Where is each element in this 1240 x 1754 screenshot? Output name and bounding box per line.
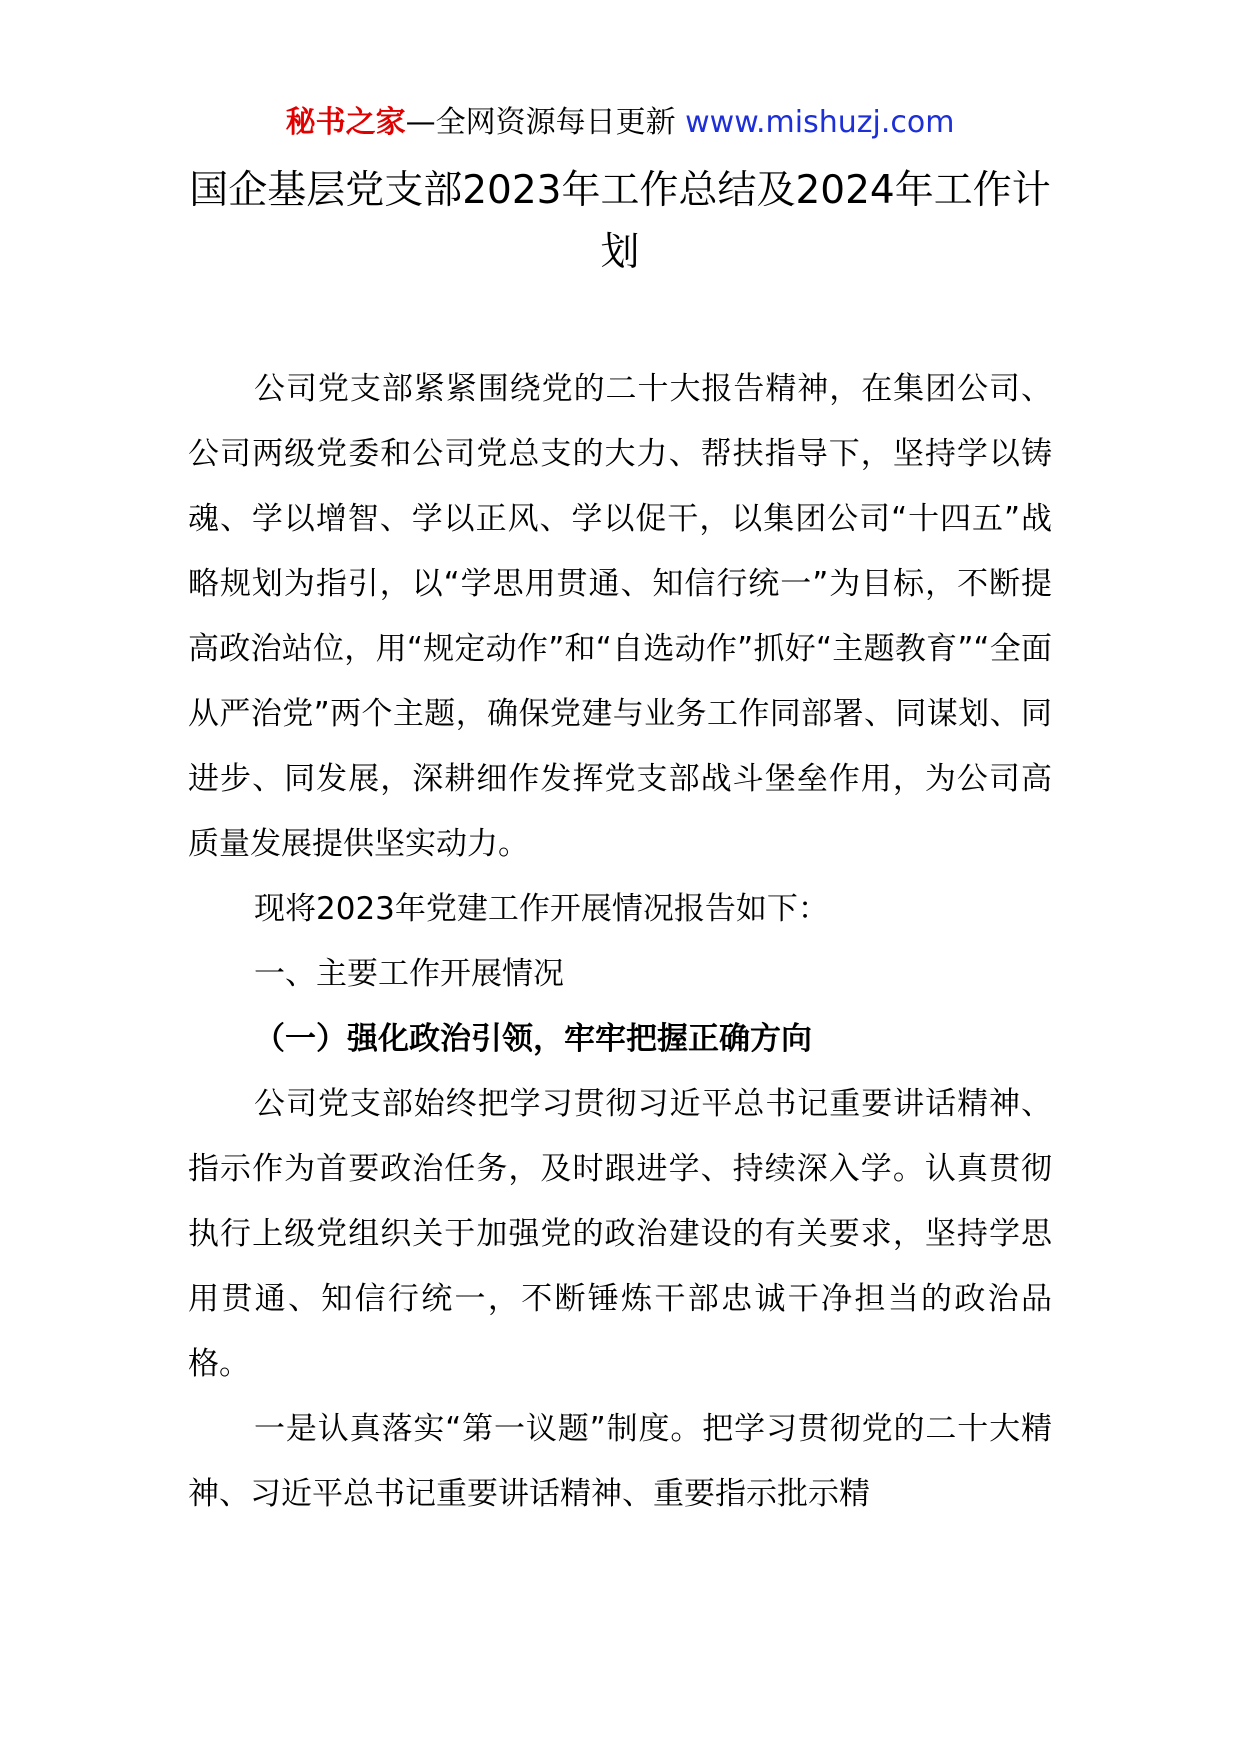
- paragraph-intro: 公司党支部紧紧围绕党的二十大报告精神，在集团公司、公司两级党委和公司党总支的大力、帮扶指导下，坚持学以铸魂、学以增智、学以正风、学以促干，以集团公司“十四五”战略规划为指引，以“学思用贯通、知信行统一”为目标，不断提高政治站位，用“规定动作”和“自选动作”抓好“主题教育”“全面从严治党”两个主题，确保党建与业务工作同部署、同谋划、同进步、同发展，深耕细作发挥党支部战斗堡垒作用，为公司高质量发展提供坚实动力。: [188, 371, 1052, 862]
- site-slogan: —全网资源每日更新: [405, 105, 676, 140]
- document-title: 国企基层党支部2023年工作总结及2024年工作计划: [189, 168, 1051, 275]
- document-body: [188, 357, 1052, 1527]
- site-url-link[interactable]: www.mishuzj.com: [685, 105, 955, 140]
- paragraph-report-lead: 现将2023年党建工作开展情况报告如下：: [254, 891, 829, 927]
- paragraph-first-topic: 一是认真落实“第一议题”制度。把学习贯彻党的二十大精神、习近平总书记重要讲话精神、重要指示批示精: [188, 1411, 1052, 1512]
- site-name: 秘书之家: [285, 105, 406, 140]
- site-header: [0, 98, 1240, 148]
- section-heading-1: 一、主要工作开展情况: [254, 956, 564, 992]
- paragraph-political-study: 公司党支部始终把学习贯彻习近平总书记重要讲话精神、指示作为首要政治任务，及时跟进学、持续深入学。认真贯彻执行上级党组织关于加强党的政治建设的有关要求，坚持学思用贯通、知信行统一，不断锤炼干部忠诚干净担当的政治品格。: [188, 1086, 1052, 1382]
- subsection-heading-1: （一）强化政治引领，牢牢把握正确方向: [254, 1021, 812, 1057]
